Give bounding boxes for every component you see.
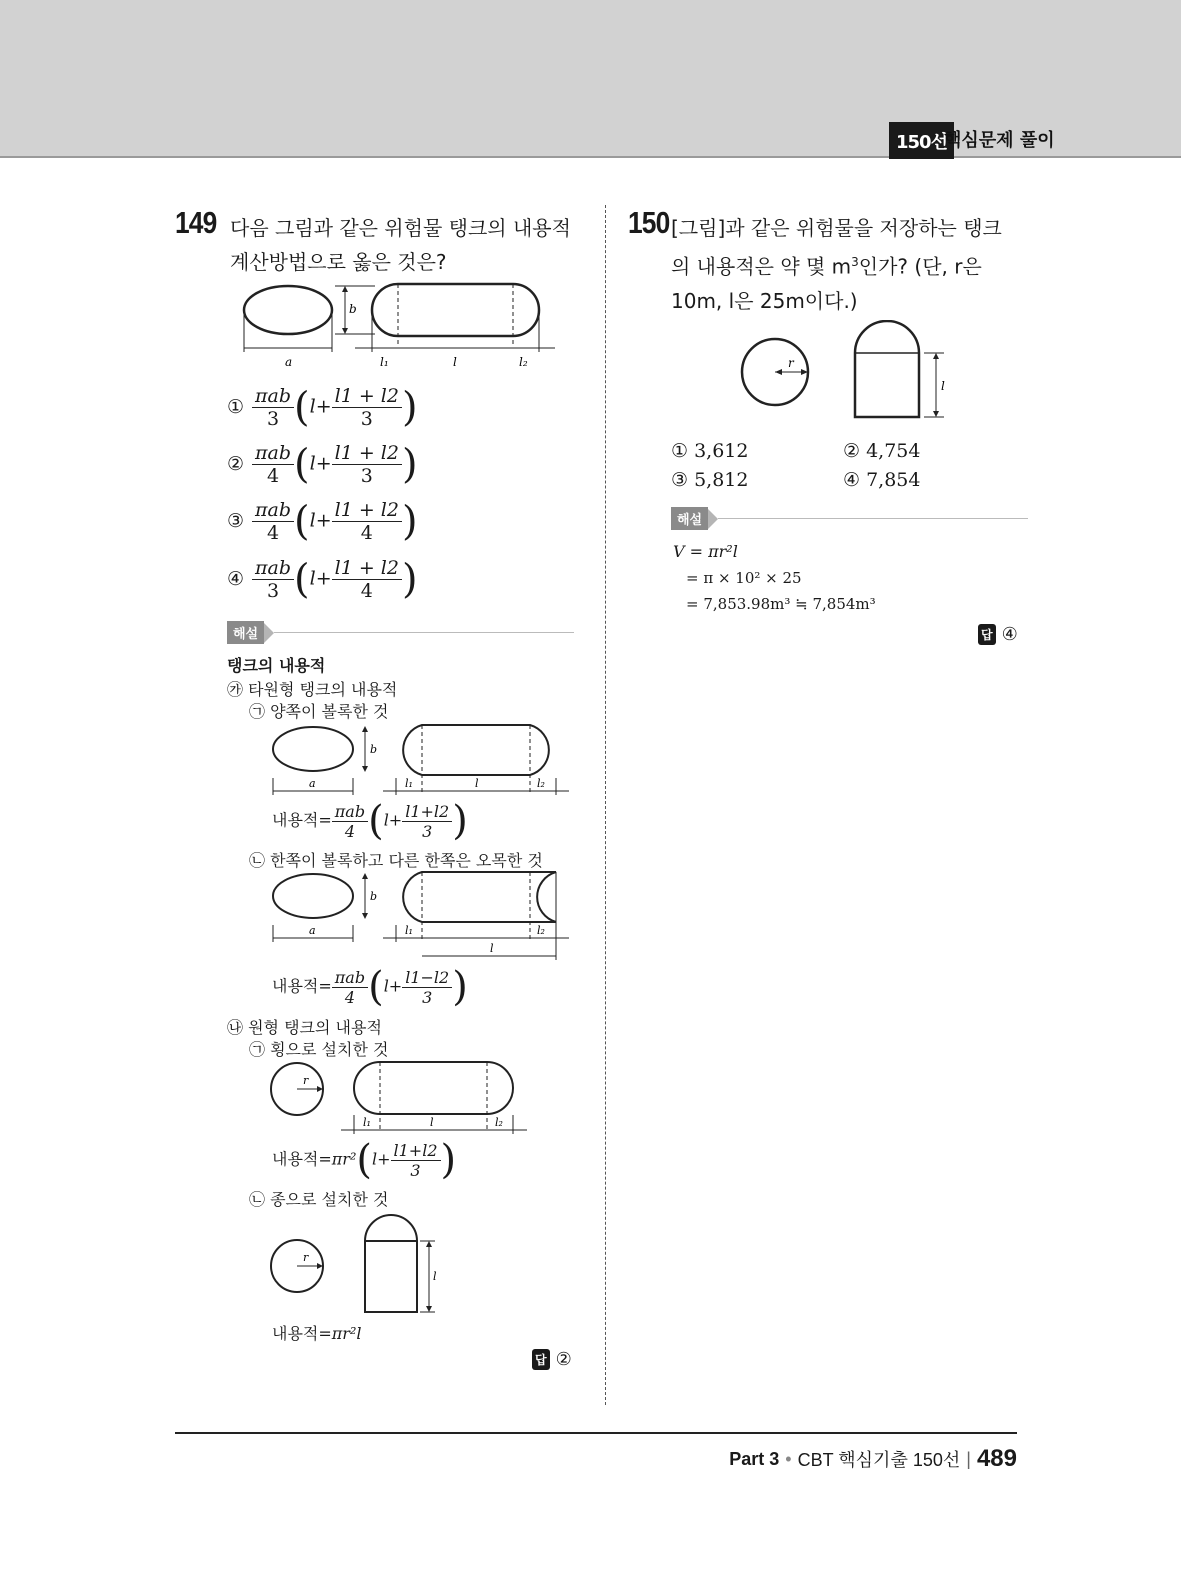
coef-num: πab [252, 557, 294, 580]
svg-text:r: r [788, 356, 794, 370]
option-frac [332, 499, 402, 544]
page-footer [729, 1445, 1017, 1473]
tank-figure-convex-concave [265, 870, 575, 962]
frac-den: 4 [360, 580, 373, 602]
solution-line-2: = π × 10² × 25 [686, 569, 802, 587]
section-circular-horizontal: ㉠ 횡으로 설치한 것 [249, 1040, 389, 1059]
option-4[interactable]: ④ $\frac{\text{πab}}{3}$ (l+ $\frac{l1 + l2}{4}$ ) [227, 556, 418, 603]
svg-text:l: l [941, 379, 945, 393]
svg-text:l: l [475, 777, 479, 790]
solution-line-1: V = πr²l [673, 542, 738, 561]
tank-figure-elliptical [235, 280, 565, 375]
option-coef [252, 557, 294, 602]
coef-den: 3 [266, 408, 280, 430]
section-circular-vertical: ㉡ 종으로 설치한 것 [249, 1190, 389, 1209]
option-2[interactable] [843, 440, 921, 462]
svg-text:l₁: l₁ [363, 1116, 371, 1129]
tank-figure-horizontal [265, 1060, 545, 1138]
answer-149 [532, 1349, 572, 1370]
coef-num: πab [332, 968, 368, 988]
svg-text:l₁: l₁ [380, 355, 389, 369]
answer-label: 답 [978, 624, 996, 645]
footer-book-title: CBT 핵심기출 150선 [797, 1450, 961, 1470]
svg-text:l: l [433, 1270, 437, 1283]
question-text-a: [그림]과 같은 위험물을 저장하는 탱크의 내용적은 약 몇 m [671, 216, 1002, 279]
svg-text:l₁: l₁ [405, 924, 413, 937]
coef: πr² [331, 1149, 357, 1169]
option-mark: ③ [227, 509, 245, 532]
footer-part: Part 3 [729, 1448, 780, 1469]
question-number: 150 [628, 205, 670, 240]
page-number: 489 [976, 1445, 1017, 1472]
formula-expr: πr²l [331, 1324, 362, 1343]
option-mark: ③ [671, 469, 689, 491]
formula-horizontal: 내용적=πr²(l+ $\frac{l1+l2}{3}$ ) [272, 1137, 457, 1183]
option-frac [332, 385, 402, 430]
solution-title: 탱크의 내용적 [227, 656, 326, 675]
svg-text:l: l [430, 1116, 434, 1129]
option-mark: ② [843, 440, 861, 462]
solution-heading [227, 621, 574, 644]
coef-den: 4 [344, 821, 356, 841]
question-text: 다음 그림과 같은 위험물 탱크의 내용적 계산방법으로 옳은 것은? [230, 216, 571, 274]
frac-den: 3 [360, 408, 373, 430]
formula-convex-concave: 내용적= $\frac{\text{πab}}{4}$ (l+ $\frac{l1-l2}{3}$ ) [272, 964, 468, 1010]
formula-convex-both: 내용적= $\frac{\text{πab}}{4}$ (l+ $\frac{l1+l2}{3}$ ) [272, 798, 468, 844]
svg-text:l₂: l₂ [519, 355, 528, 369]
answer-value: ④ [1001, 624, 1018, 645]
tank-figure-vertical [265, 1210, 455, 1320]
option-value: 7,854 [866, 469, 921, 491]
formula-prefix: 내용적= [272, 1324, 332, 1343]
option-3[interactable]: ③ $\frac{\text{πab}}{4}$ (l+ $\frac{l1 + l2}{4}$ ) [227, 498, 418, 545]
svg-text:l₂: l₂ [495, 1116, 503, 1129]
solution-label: 해설 [671, 507, 708, 530]
question-text-sup: 3 [851, 255, 859, 269]
formula-prefix: 내용적= [272, 810, 332, 830]
section-title: 핵심문제 풀이 [944, 130, 1055, 151]
option-coef [252, 499, 294, 544]
frac-num: l1 + l2 [332, 442, 402, 465]
question-number: 149 [175, 205, 217, 240]
coef-den: 4 [266, 522, 280, 544]
svg-text:r: r [303, 1074, 309, 1087]
option-4[interactable] [843, 469, 921, 491]
section-circular: ㉯ 원형 탱크의 내용적 [227, 1018, 382, 1037]
frac-den: 3 [422, 987, 433, 1007]
frac-num: l1−l2 [402, 968, 452, 988]
option-coef [252, 442, 294, 487]
coef-den: 4 [266, 465, 280, 487]
coef-num: πab [252, 385, 294, 408]
option-mark: ① [227, 395, 245, 418]
svg-text:l₂: l₂ [537, 924, 545, 937]
solution-heading [671, 507, 1028, 530]
section-elliptical-convex-concave: ㉡ 한쪽이 볼록하고 다른 한쪽은 오목한 것 [249, 851, 543, 870]
option-3[interactable] [671, 469, 749, 491]
svg-text:b: b [370, 743, 378, 756]
svg-text:a: a [309, 924, 316, 937]
coef-num: πab [252, 442, 294, 465]
option-mark: ④ [843, 469, 861, 491]
question-text [671, 211, 1021, 318]
answer-value: ② [555, 1349, 572, 1370]
svg-text:l: l [490, 942, 494, 955]
svg-text:a: a [285, 355, 293, 369]
formula-vertical [272, 1321, 361, 1344]
tank-figure-vertical-q150 [738, 320, 958, 425]
option-value: 5,812 [694, 469, 749, 491]
frac-den: 3 [360, 465, 373, 487]
option-1[interactable] [671, 440, 749, 462]
section-elliptical-convex-both: ㉠ 양쪽이 볼록한 것 [249, 702, 389, 721]
answer-150 [978, 624, 1018, 645]
option-mark: ④ [227, 567, 245, 590]
option-coef [252, 385, 294, 430]
frac-num: l1+l2 [402, 802, 452, 822]
svg-text:b: b [370, 890, 378, 903]
option-frac [332, 557, 402, 602]
option-value: 4,754 [866, 440, 921, 462]
option-1[interactable]: ① $\frac{\text{πab}}{3}$ (l+ $\frac{l1 + l2}{3}$ ) [227, 384, 418, 431]
option-2[interactable]: ② $\frac{\text{πab}}{4}$ (l+ $\frac{l1 + l2}{3}$ ) [227, 441, 418, 488]
option-mark: ② [227, 452, 245, 475]
formula-prefix: 내용적= [272, 976, 332, 996]
svg-text:a: a [309, 777, 316, 790]
svg-text:l₁: l₁ [405, 777, 413, 790]
frac-num: l1+l2 [391, 1141, 441, 1161]
frac-num: l1 + l2 [332, 499, 402, 522]
footer-rule [175, 1432, 1017, 1434]
footer-bullet: • [785, 1448, 792, 1469]
coef-num: πab [332, 802, 368, 822]
section-tag: 150선 [889, 122, 954, 159]
section-elliptical: ㉮ 타원형 탱크의 내용적 [227, 680, 398, 699]
coef-num: πab [252, 499, 294, 522]
coef-den: 3 [266, 580, 280, 602]
solution-label: 해설 [227, 621, 264, 644]
frac-den: 4 [360, 522, 373, 544]
option-frac [332, 442, 402, 487]
footer-separator: | [966, 1448, 971, 1469]
option-value: 3,612 [694, 440, 749, 462]
column-divider [605, 205, 606, 1405]
tank-figure-convex-both [265, 723, 575, 798]
svg-text:l₂: l₂ [537, 777, 545, 790]
option-mark: ① [671, 440, 689, 462]
coef-den: 4 [344, 987, 356, 1007]
formula-prefix: 내용적= [272, 1149, 332, 1169]
svg-text:l: l [453, 355, 457, 369]
frac-num: l1 + l2 [332, 557, 402, 580]
svg-text:b: b [349, 302, 357, 316]
svg-text:r: r [303, 1251, 309, 1264]
frac-num: l1 + l2 [332, 385, 402, 408]
answer-label: 답 [532, 1349, 550, 1370]
solution-line-3: = 7,853.98m³ ≒ 7,854m³ [686, 595, 876, 613]
frac-den: 3 [410, 1160, 421, 1180]
question-text-b: 인가? (단, r은 10m, l은 25m이다.) [671, 254, 982, 313]
frac-den: 3 [422, 821, 433, 841]
